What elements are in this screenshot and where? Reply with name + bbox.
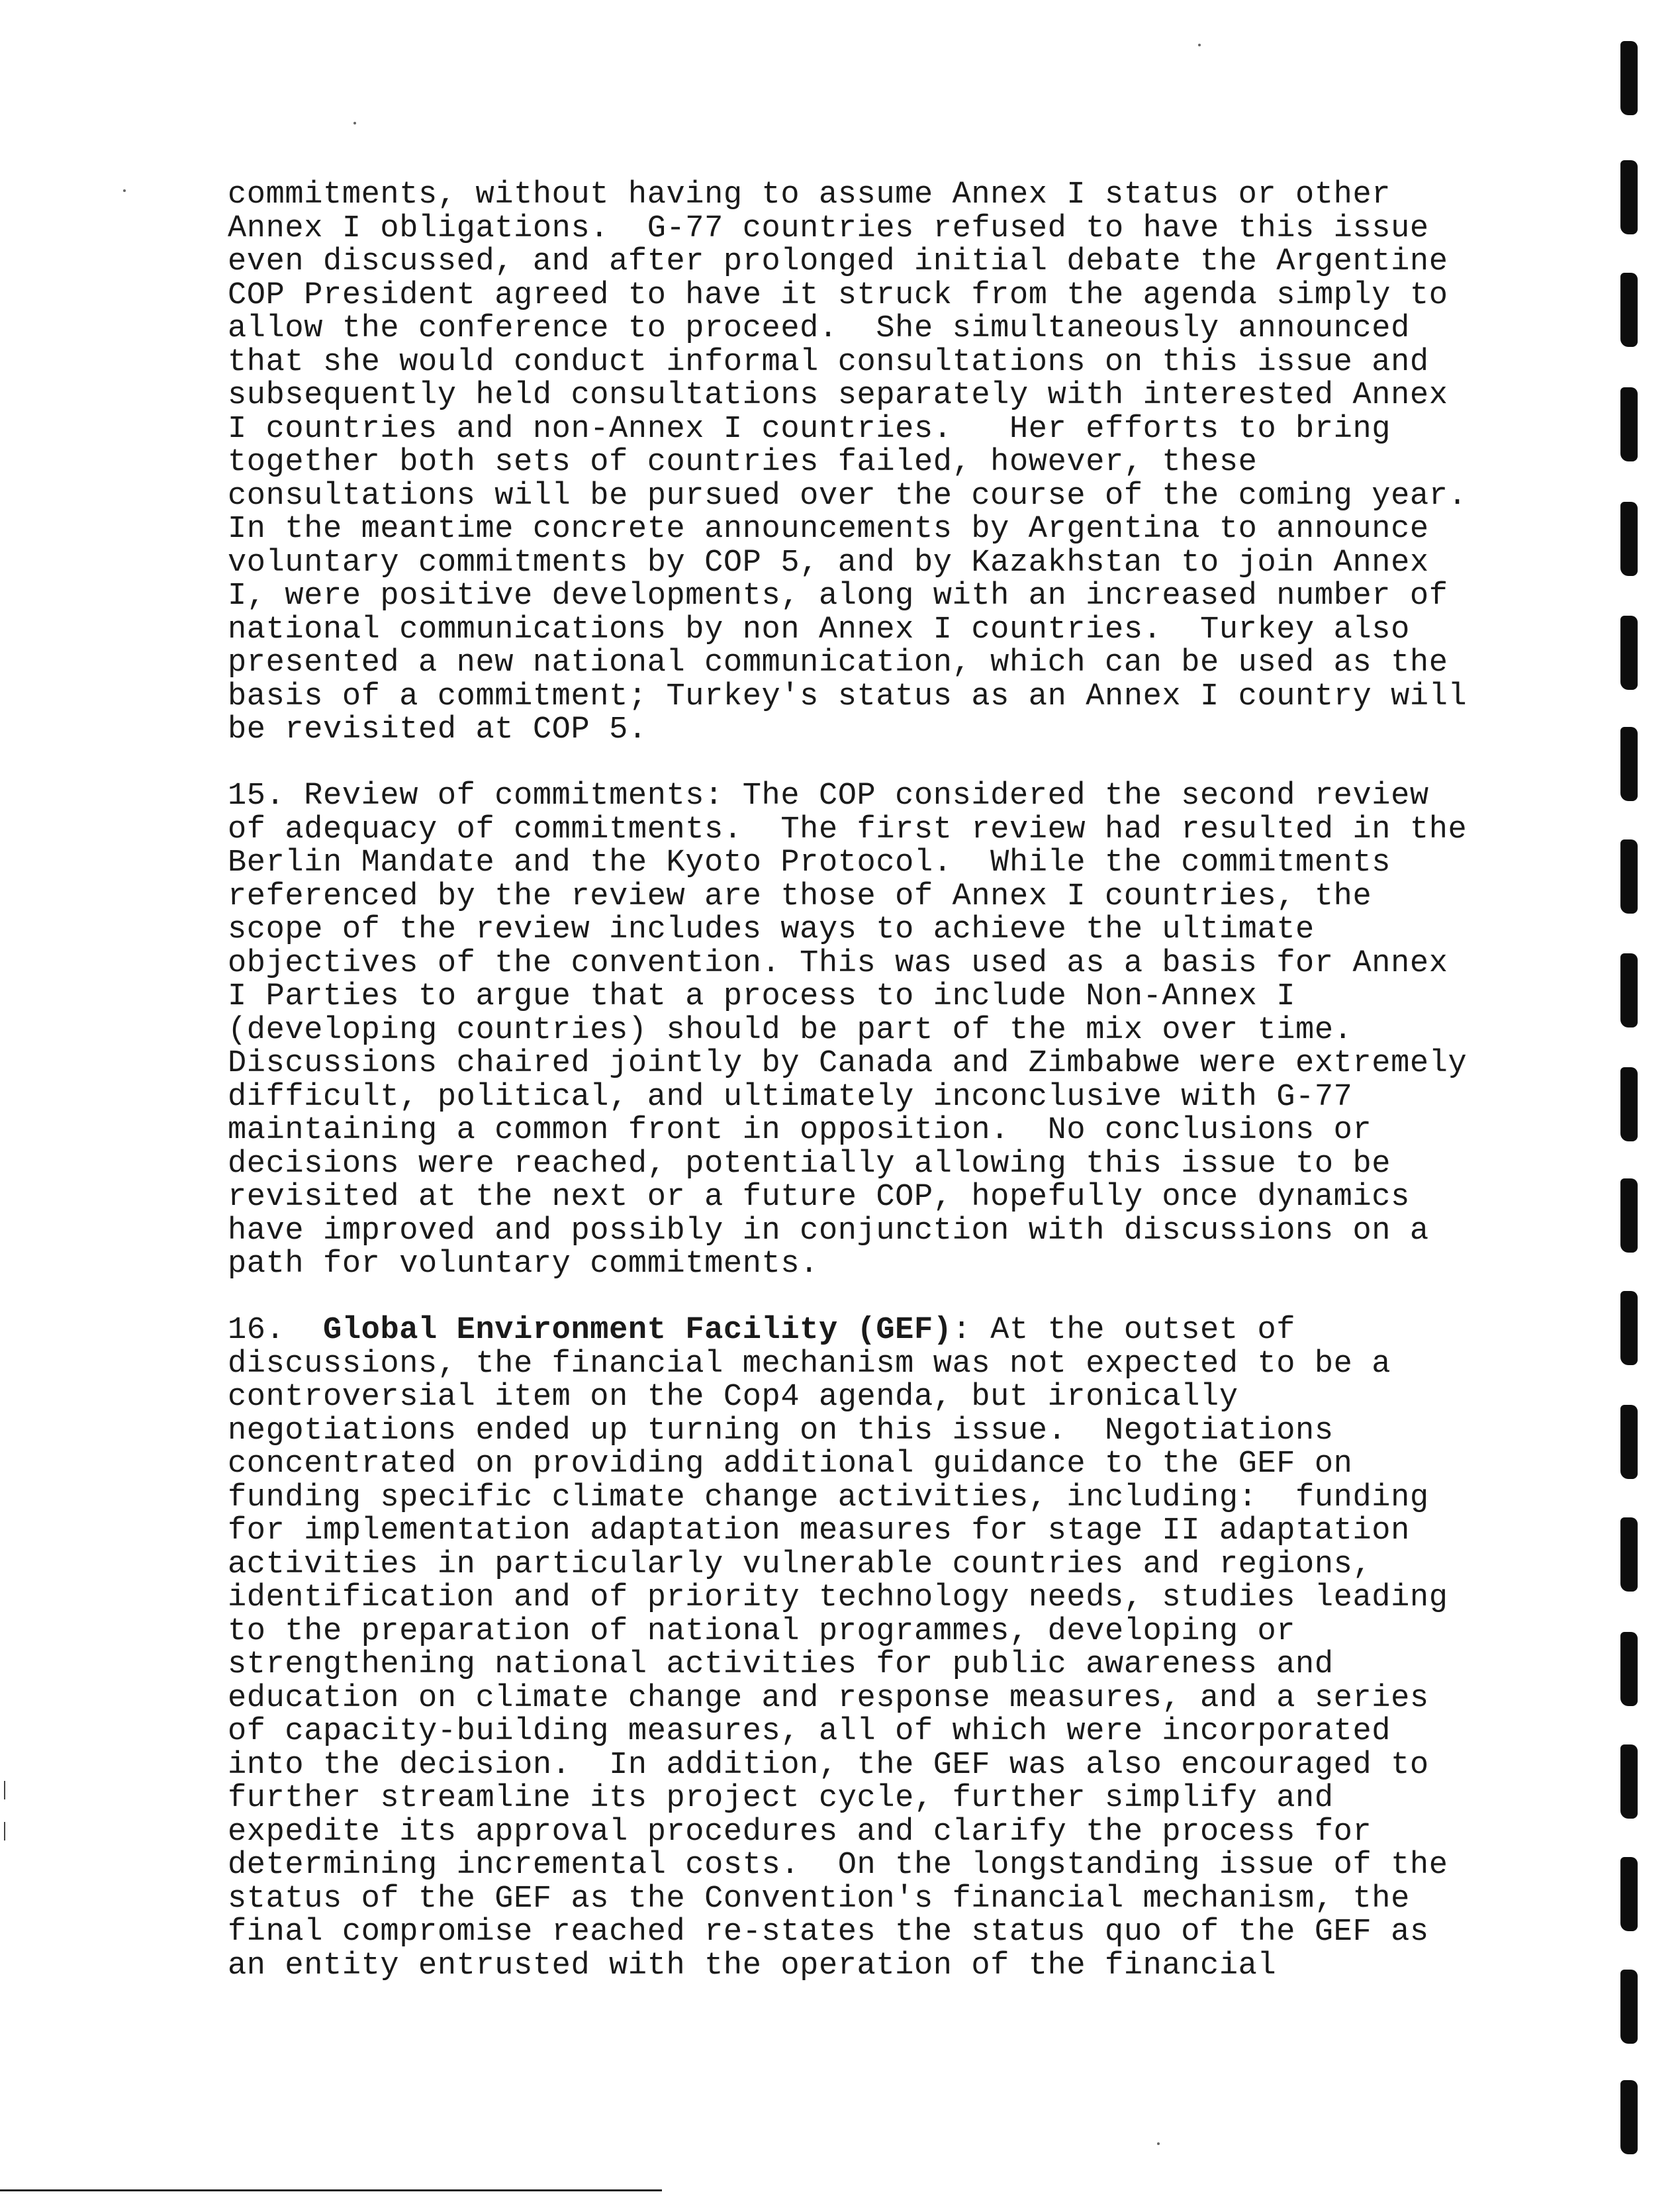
binding-hole-mark bbox=[1620, 1178, 1638, 1253]
text-line: subsequently held consultations separately with interested Annex bbox=[228, 378, 1448, 413]
binding-hole-mark bbox=[1620, 616, 1638, 690]
text-line: path for voluntary commitments. bbox=[228, 1247, 819, 1282]
binding-hole-mark bbox=[1620, 387, 1638, 461]
heading-continuation: : At the outset of bbox=[952, 1313, 1296, 1348]
binding-hole-mark bbox=[1620, 1970, 1638, 2044]
binding-hole-mark bbox=[1620, 1744, 1638, 1819]
text-line: that she would conduct informal consultations on this issue and bbox=[228, 344, 1429, 380]
text-line: consultations will be pursued over the course of the coming year. bbox=[228, 478, 1468, 514]
scan-speck bbox=[353, 122, 356, 124]
binding-hole-mark bbox=[1620, 1857, 1638, 1931]
text-line: national communications by non Annex I countries. Turkey also bbox=[228, 612, 1410, 647]
text-line: maintaining a common front in opposition. No conclusions or bbox=[228, 1113, 1372, 1148]
binding-hole-mark bbox=[1620, 41, 1638, 115]
text-line: together both sets of countries failed, however, these bbox=[228, 445, 1258, 480]
text-line: commitments, without having to assume Annex I status or other bbox=[228, 177, 1391, 213]
text-line: have improved and possibly in conjunction with discussions on a bbox=[228, 1213, 1429, 1249]
text-line: an entity entrusted with the operation of the financial bbox=[228, 1948, 1277, 1983]
text-line: In the meantime concrete announcements by Argentina to announce bbox=[228, 512, 1429, 547]
text-line: revisited at the next or a future COP, hopefully once dynamics bbox=[228, 1180, 1410, 1215]
text-line: expedite its approval procedures and clarify the process for bbox=[228, 1814, 1372, 1850]
text-line: education on climate change and response measures, and a series bbox=[228, 1680, 1429, 1716]
binding-hole-mark bbox=[1620, 1405, 1638, 1479]
text-line: COP President agreed to have it struck from the agenda simply to bbox=[228, 277, 1448, 313]
text-line: funding specific climate change activities, including: funding bbox=[228, 1480, 1429, 1515]
text-line: for implementation adaptation measures for stage II adaptation bbox=[228, 1513, 1410, 1549]
scan-speck bbox=[1157, 2142, 1160, 2145]
text-line: determining incremental costs. On the longstanding issue of the bbox=[228, 1848, 1448, 1883]
section-heading: Global Environment Facility (GEF) bbox=[323, 1313, 953, 1348]
text-line: identification and of priority technology needs, studies leading bbox=[228, 1580, 1448, 1615]
scan-speck bbox=[123, 189, 126, 192]
scan-speck bbox=[1198, 44, 1201, 46]
text-line: controversial item on the Cop4 agenda, but ironically bbox=[228, 1380, 1238, 1415]
text-line: be revisited at COP 5. bbox=[228, 712, 647, 747]
binding-hole-mark bbox=[1620, 1517, 1638, 1592]
text-line: referenced by the review are those of Annex I countries, the bbox=[228, 879, 1372, 914]
text-line: scope of the review includes ways to achieve the ultimate bbox=[228, 912, 1315, 947]
text-line: Annex I obligations. G-77 countries refused to have this issue bbox=[228, 211, 1429, 246]
text-line: 15. Review of commitments: The COP considered the second review bbox=[228, 779, 1429, 814]
scan-edge-mark bbox=[4, 1781, 5, 1799]
text-line: decisions were reached, potentially allowing this issue to be bbox=[228, 1146, 1391, 1182]
paragraph-commitments-continued bbox=[228, 179, 1538, 747]
text-line: strengthening national activities for public awareness and bbox=[228, 1647, 1334, 1682]
text-line: discussions, the financial mechanism was not expected to be a bbox=[228, 1346, 1391, 1382]
text-line: voluntary commitments by COP 5, and by Kazakhstan to join Annex bbox=[228, 545, 1429, 581]
text-line-heading bbox=[228, 1314, 1538, 1348]
paragraph-15-review-of-commitments bbox=[228, 780, 1538, 1282]
text-line: final compromise reached re-states the status quo of the GEF as bbox=[228, 1915, 1429, 1950]
scan-bottom-edge bbox=[0, 2189, 662, 2191]
text-line: I Parties to argue that a process to include Non-Annex I bbox=[228, 979, 1296, 1014]
text-line: concentrated on providing additional guidance to the GEF on bbox=[228, 1447, 1353, 1482]
text-line: negotiations ended up turning on this issue. Negotiations bbox=[228, 1413, 1334, 1449]
text-line: Discussions chaired jointly by Canada and Zimbabwe were extremely bbox=[228, 1046, 1468, 1081]
text-line: allow the conference to proceed. She simultaneously announced bbox=[228, 311, 1410, 346]
text-line: even discussed, and after prolonged initial debate the Argentine bbox=[228, 244, 1448, 279]
binding-hole-mark bbox=[1620, 160, 1638, 234]
text-line: of capacity-building measures, all of which were incorporated bbox=[228, 1714, 1391, 1749]
binding-hole-mark bbox=[1620, 953, 1638, 1027]
binding-hole-mark bbox=[1620, 502, 1638, 576]
text-line: I countries and non-Annex I countries. Her efforts to bring bbox=[228, 411, 1391, 447]
text-line: objectives of the convention. This was used as a basis for Annex bbox=[228, 945, 1448, 981]
text-line: into the decision. In addition, the GEF was also encouraged to bbox=[228, 1747, 1429, 1783]
text-line: presented a new national communication, which can be used as the bbox=[228, 645, 1448, 681]
text-line: difficult, political, and ultimately inconclusive with G-77 bbox=[228, 1079, 1353, 1115]
text-line: of adequacy of commitments. The first review had resulted in the bbox=[228, 812, 1468, 847]
text-line: Berlin Mandate and the Kyoto Protocol. While the commitments bbox=[228, 845, 1391, 881]
text-line: basis of a commitment; Turkey's status as an Annex I country will bbox=[228, 679, 1468, 714]
text-line: further streamline its project cycle, further simplify and bbox=[228, 1781, 1334, 1816]
binding-hole-mark bbox=[1620, 273, 1638, 347]
binding-hole-mark bbox=[1620, 839, 1638, 914]
text-line: I, were positive developments, along with an increased number of bbox=[228, 579, 1448, 614]
text-line: activities in particularly vulnerable countries and regions, bbox=[228, 1547, 1372, 1582]
binding-hole-mark bbox=[1620, 1291, 1638, 1365]
paragraph-number: 16. bbox=[228, 1313, 324, 1348]
text-line: (developing countries) should be part of the mix over time. bbox=[228, 1012, 1353, 1048]
binding-hole-mark bbox=[1620, 1632, 1638, 1706]
paragraph-16-gef bbox=[228, 1314, 1538, 1983]
text-line: to the preparation of national programmes, developing or bbox=[228, 1613, 1296, 1649]
binding-hole-mark bbox=[1620, 1067, 1638, 1141]
binding-hole-mark bbox=[1620, 2080, 1638, 2154]
binding-hole-mark bbox=[1620, 727, 1638, 801]
scan-edge-mark bbox=[4, 1822, 5, 1840]
text-line: status of the GEF as the Convention's financial mechanism, the bbox=[228, 1881, 1410, 1917]
